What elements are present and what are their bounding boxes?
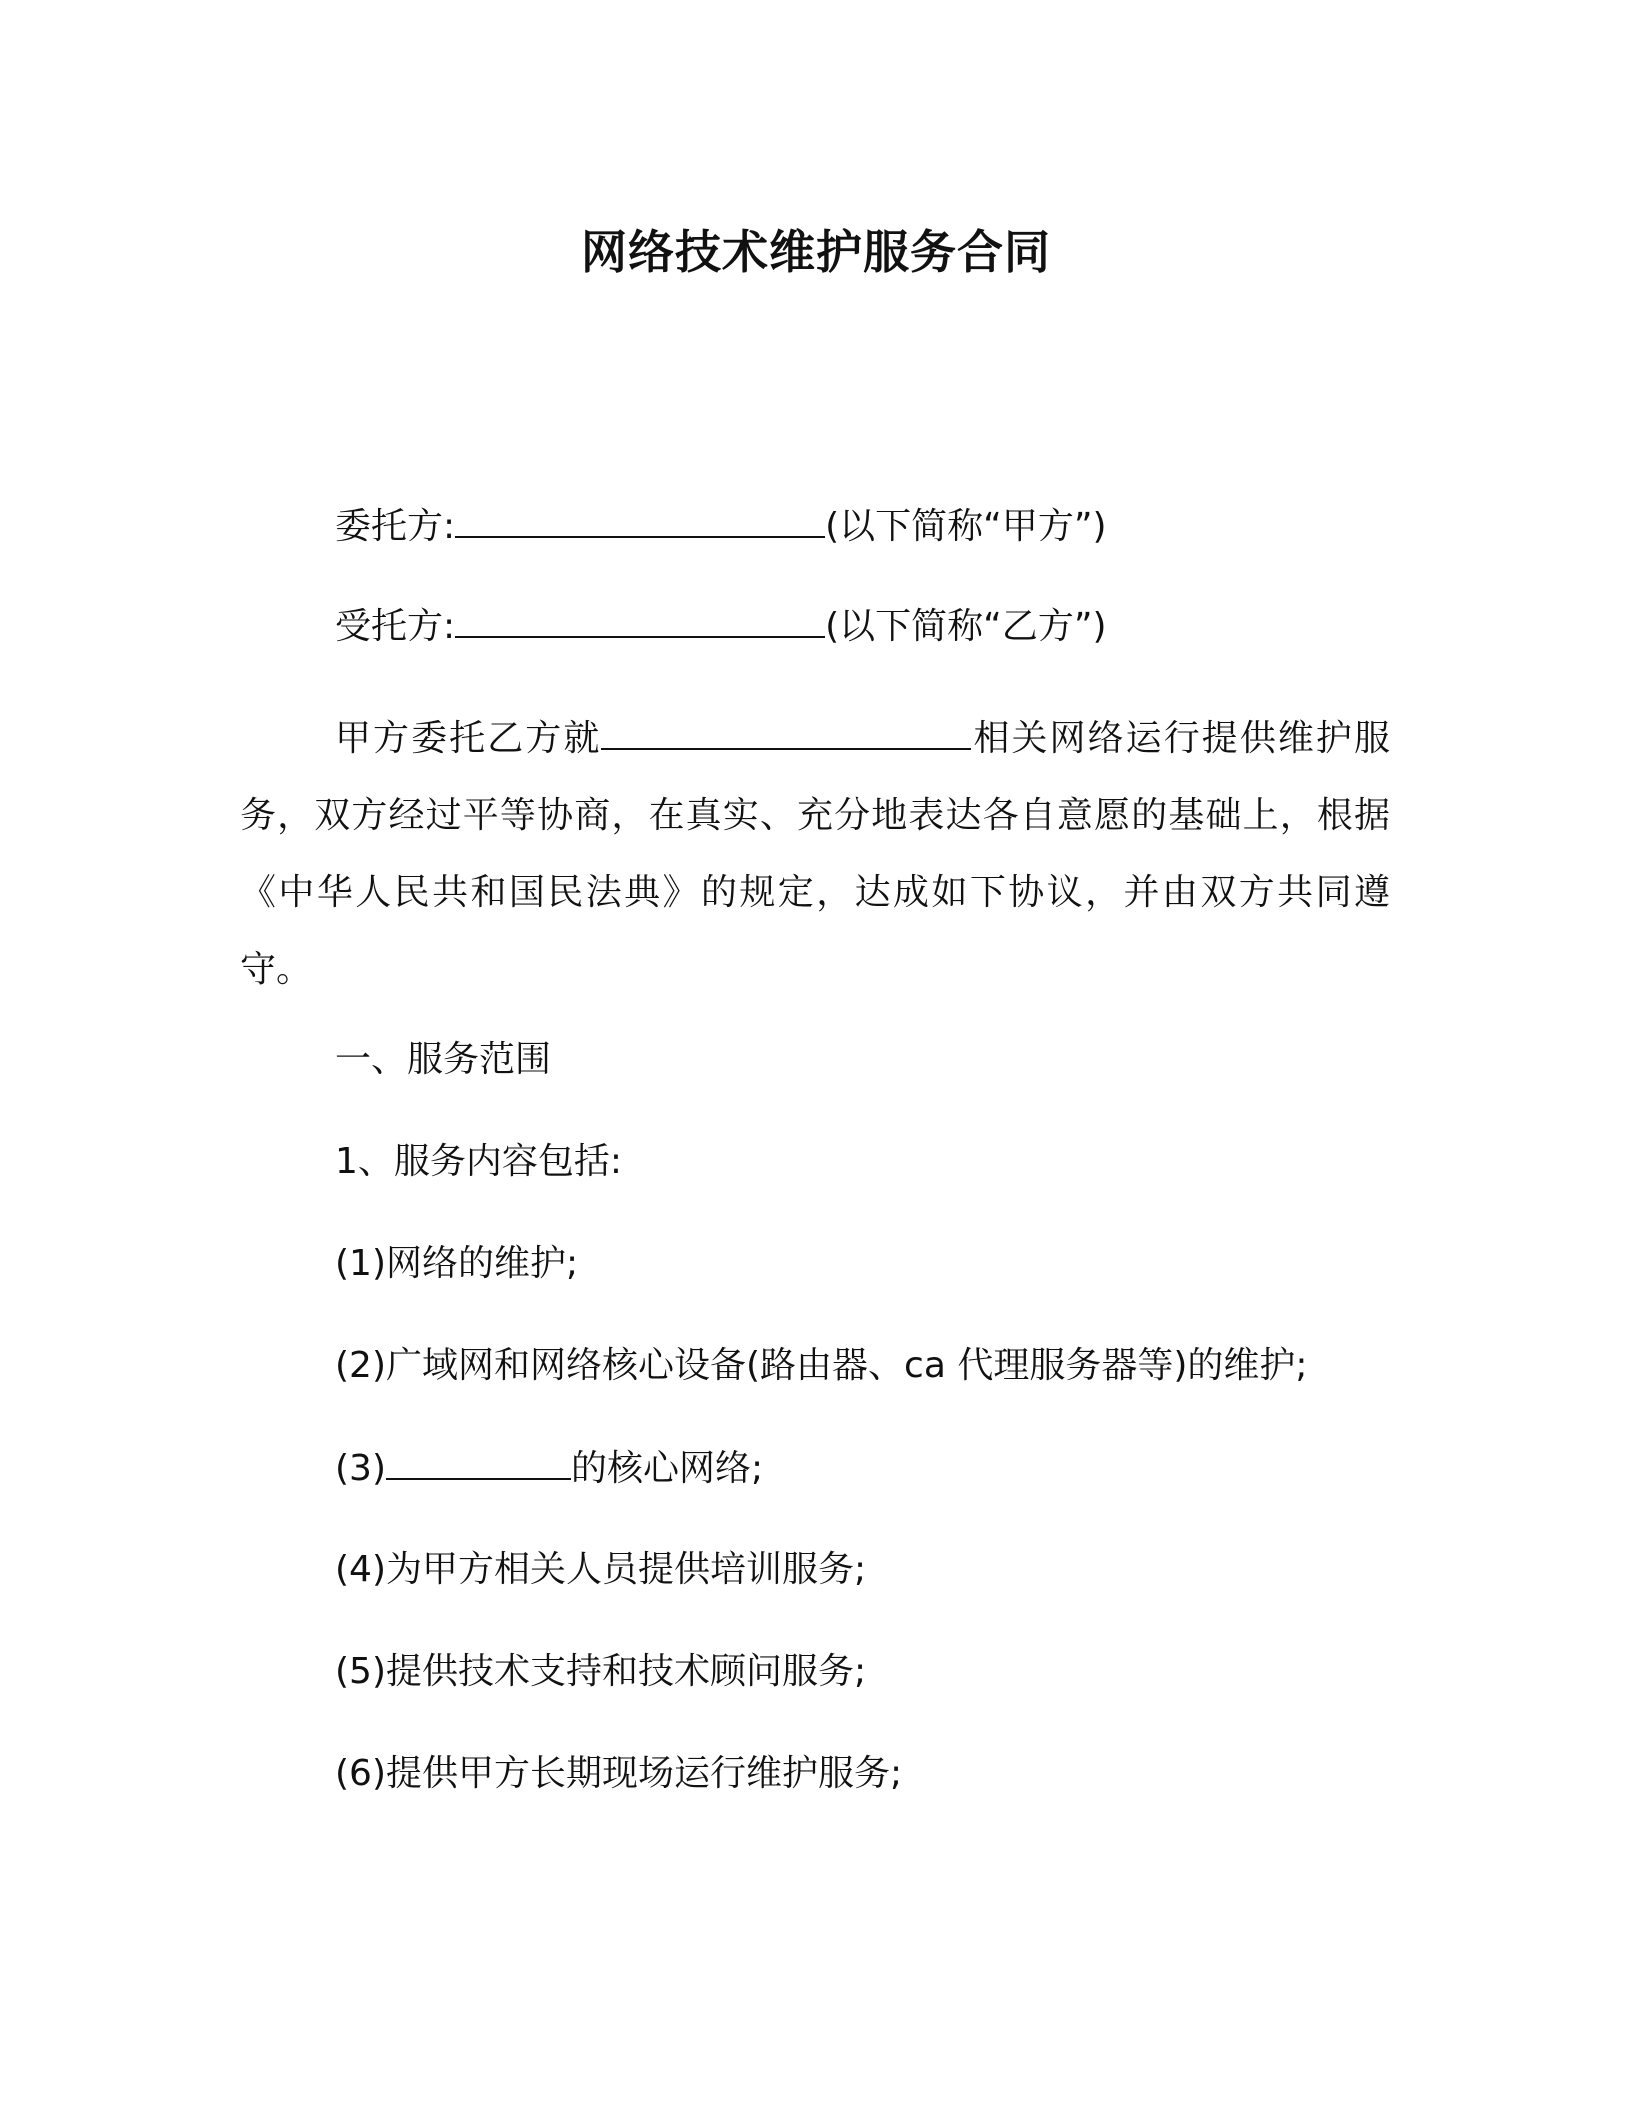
contractor-name-blank: [455, 600, 825, 638]
client-suffix: (以下简称“甲方”): [825, 506, 1107, 547]
preamble-rest: 相关网络运行提供维护服务，双方经过平等协商，在真实、充分地表达各自意愿的基础上，根据《中华人民共和国民法典》的规定，达成如下协议，并由双方共同遵守。: [240, 718, 1390, 990]
client-name-blank: [455, 500, 825, 538]
preamble-paragraph: [240, 700, 1390, 1008]
list-item: (2)广域网和网络核心设备(路由器、ca 代理服务器等)的维护;: [335, 1345, 1308, 1386]
list-item-suffix: 的核心网络;: [571, 1448, 764, 1489]
list-item: [335, 1442, 763, 1495]
list-item: (5)提供技术支持和技术顾问服务;: [335, 1651, 867, 1692]
contractor-line: [335, 600, 1107, 653]
list-item: (6)提供甲方长期现场运行维护服务;: [335, 1753, 903, 1794]
document-title: 网络技术维护服务合同: [581, 225, 1051, 279]
client-label: 委托方:: [335, 506, 456, 547]
network-name-blank: [386, 1442, 571, 1480]
contractor-suffix: (以下简称“乙方”): [825, 606, 1107, 647]
clause-heading: 1、服务内容包括:: [335, 1141, 623, 1182]
list-item: (1)网络的维护;: [335, 1243, 579, 1284]
section-heading: 一、服务范围: [335, 1039, 552, 1080]
preamble-blank: [601, 712, 971, 750]
client-line: [335, 500, 1107, 553]
contractor-label: 受托方:: [335, 606, 456, 647]
list-item-prefix: (3): [335, 1448, 386, 1489]
preamble-lead: 甲方委托乙方就: [335, 718, 602, 759]
list-item: (4)为甲方相关人员提供培训服务;: [335, 1549, 867, 1590]
